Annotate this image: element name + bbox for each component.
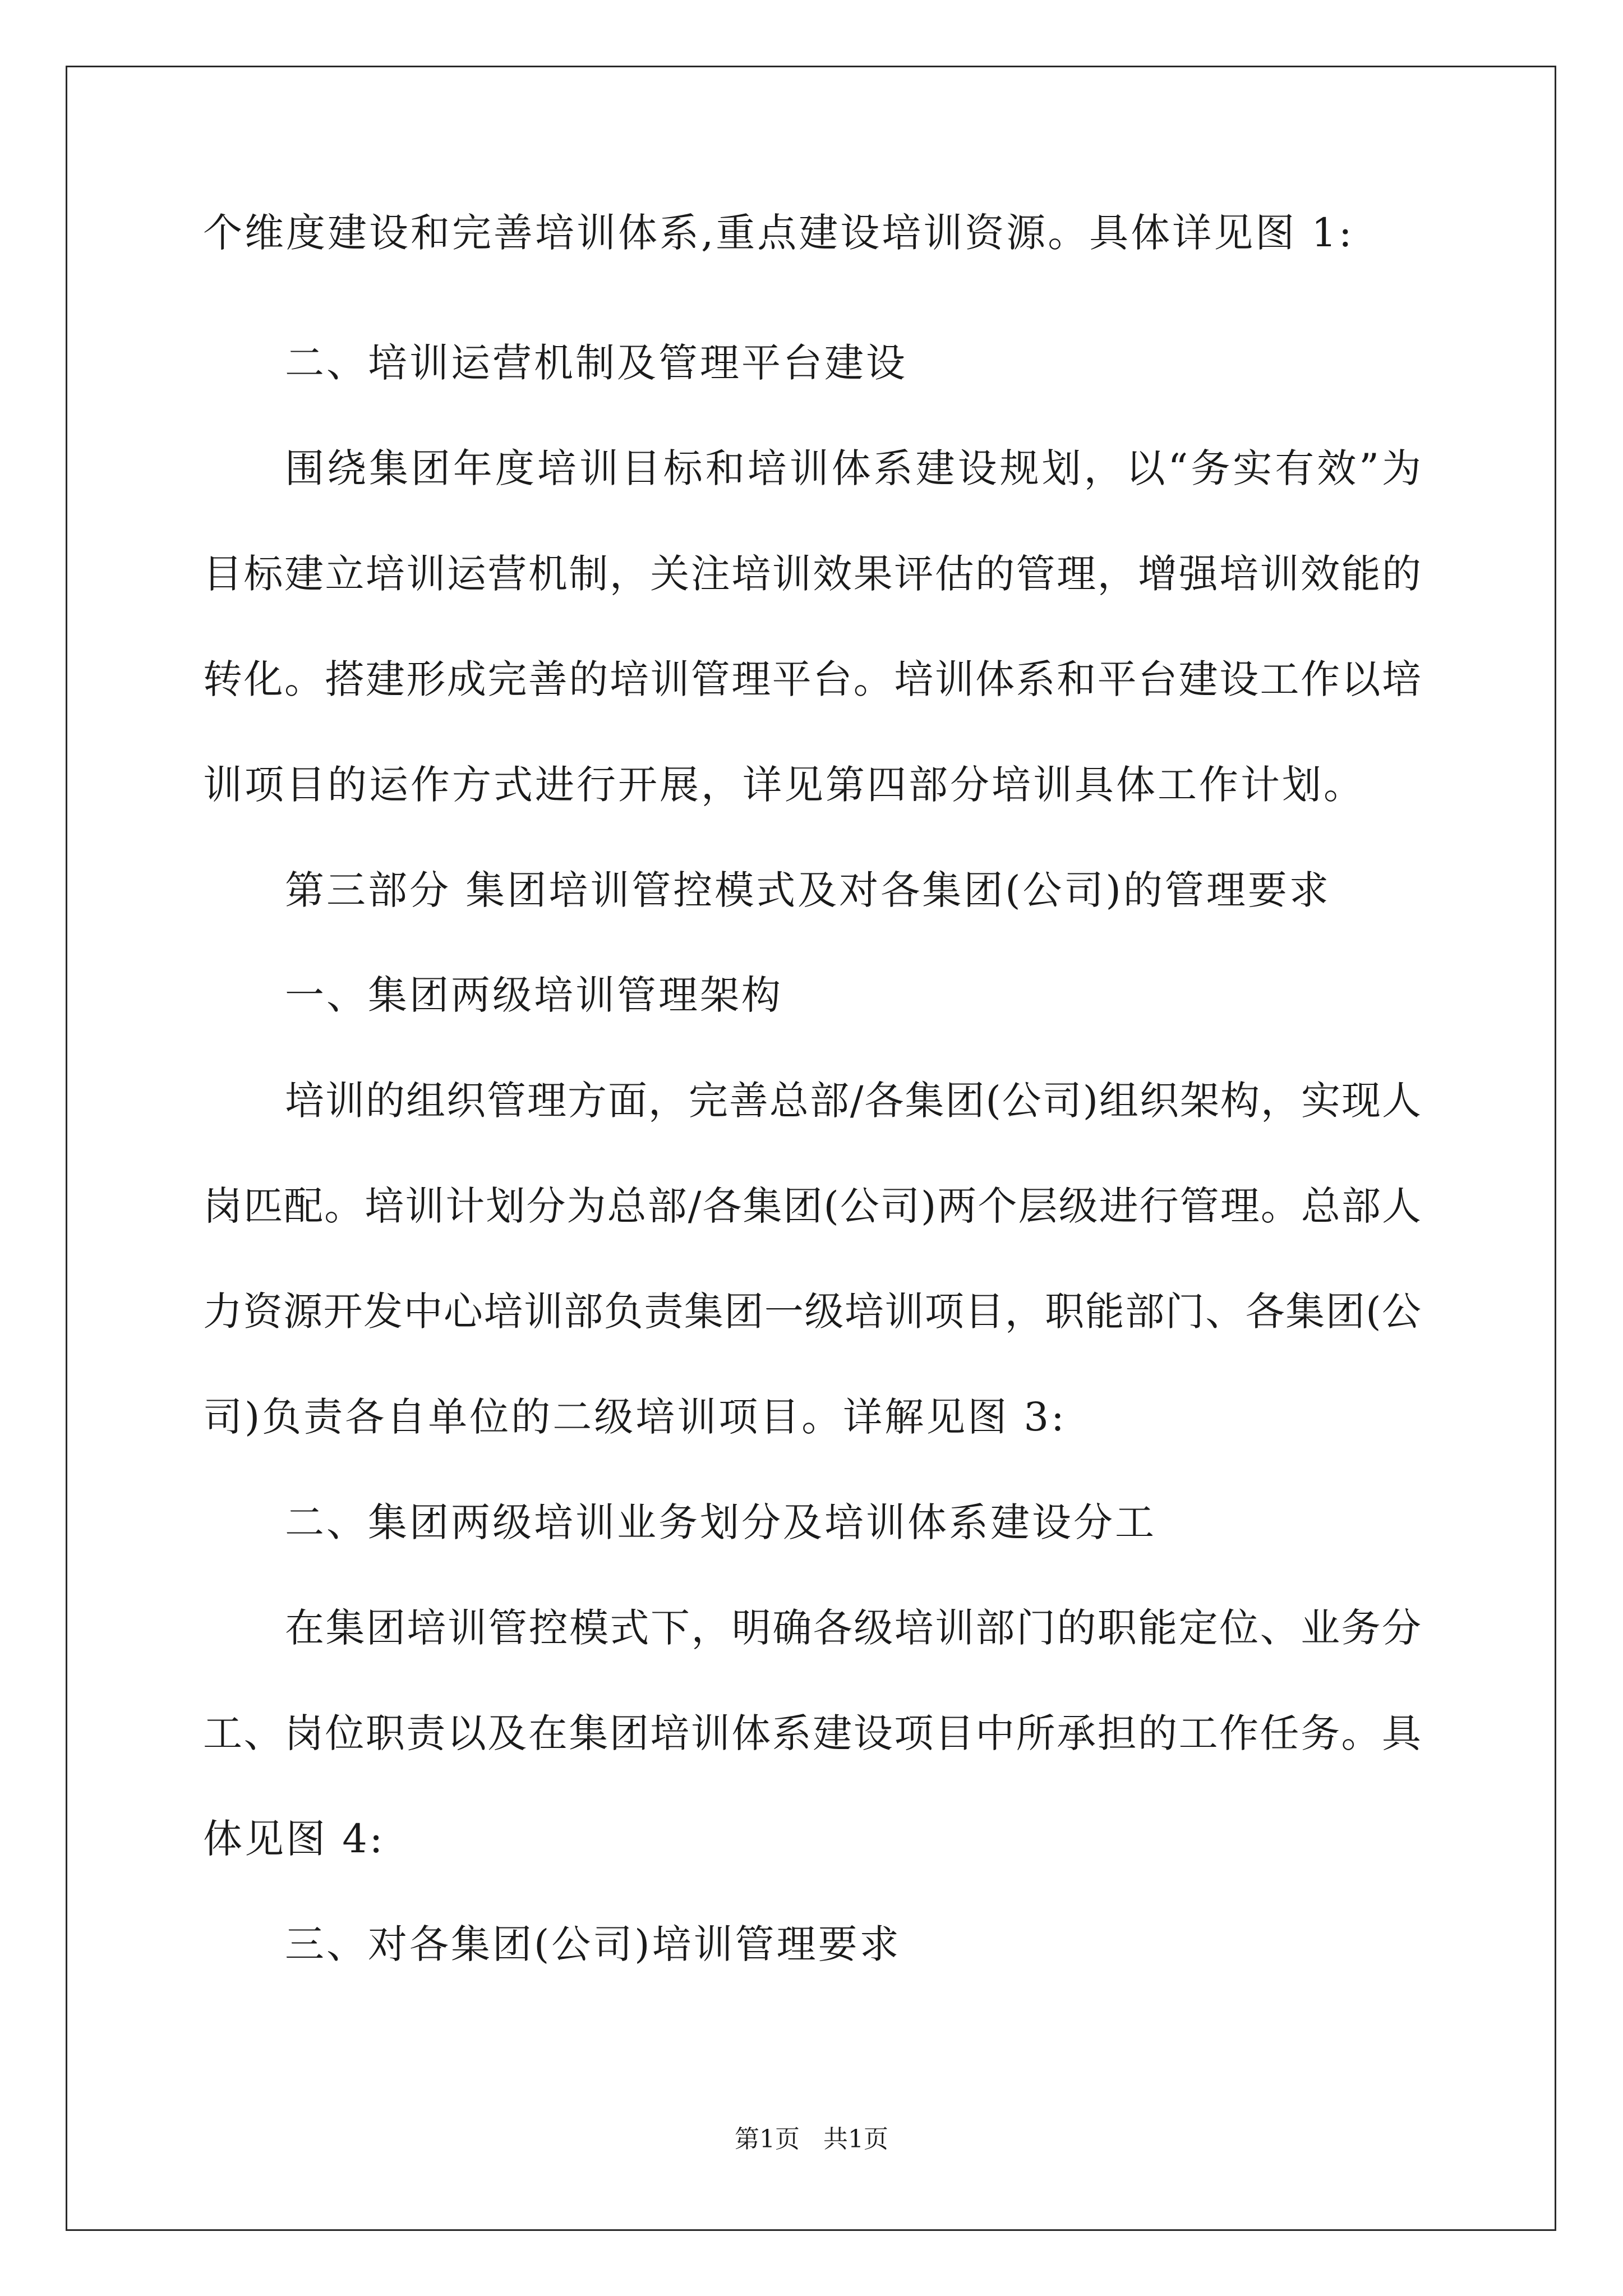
section-heading: 二、培训运营机制及管理平台建设 <box>285 340 907 386</box>
paragraph-line: 个维度建设和完善培训体系,重点建设培训资源。具体详见图 1: <box>203 210 1354 256</box>
part-heading: 第三部分 集团培训管控模式及对各集团(公司)的管理要求 <box>285 867 1331 913</box>
paragraph-line: 转化。搭建形成完善的培训管理平台。培训体系和平台建设工作以培 <box>203 656 1421 702</box>
paragraph-line: 培训的组织管理方面，完善总部/各集团(公司)组织架构，实现人 <box>285 1078 1421 1124</box>
section-heading: 三、对各集团(公司)培训管理要求 <box>285 1921 901 1967</box>
page-border <box>66 66 1556 2231</box>
section-heading: 二、集团两级培训业务划分及培训体系建设分工 <box>285 1499 1156 1545</box>
paragraph-line: 力资源开发中心培训部负责集团一级培训项目，职能部门、各集团(公 <box>203 1289 1421 1335</box>
paragraph-line: 工、岗位职责以及在集团培训体系建设项目中所承担的工作任务。具 <box>203 1710 1421 1756</box>
paragraph-line: 岗匹配。培训计划分为总部/各集团(公司)两个层级进行管理。总部人 <box>203 1183 1421 1229</box>
paragraph-line: 在集团培训管控模式下，明确各级培训部门的职能定位、业务分 <box>285 1605 1421 1651</box>
paragraph-line: 体见图 4: <box>203 1816 385 1862</box>
paragraph-line: 目标建立培训运营机制，关注培训效果评估的管理，增强培训效能的 <box>203 551 1421 597</box>
paragraph-line: 司)负责各自单位的二级培训项目。详解见图 3: <box>203 1394 1067 1440</box>
paragraph-line: 训项目的运作方式进行开展，详见第四部分培训具体工作计划。 <box>203 762 1365 808</box>
page-number: 第1页 共1页 <box>735 2125 888 2154</box>
section-heading: 一、集团两级培训管理架构 <box>285 972 783 1018</box>
paragraph-line: 围绕集团年度培训目标和培训体系建设规划，以“务实有效”为 <box>285 445 1421 491</box>
